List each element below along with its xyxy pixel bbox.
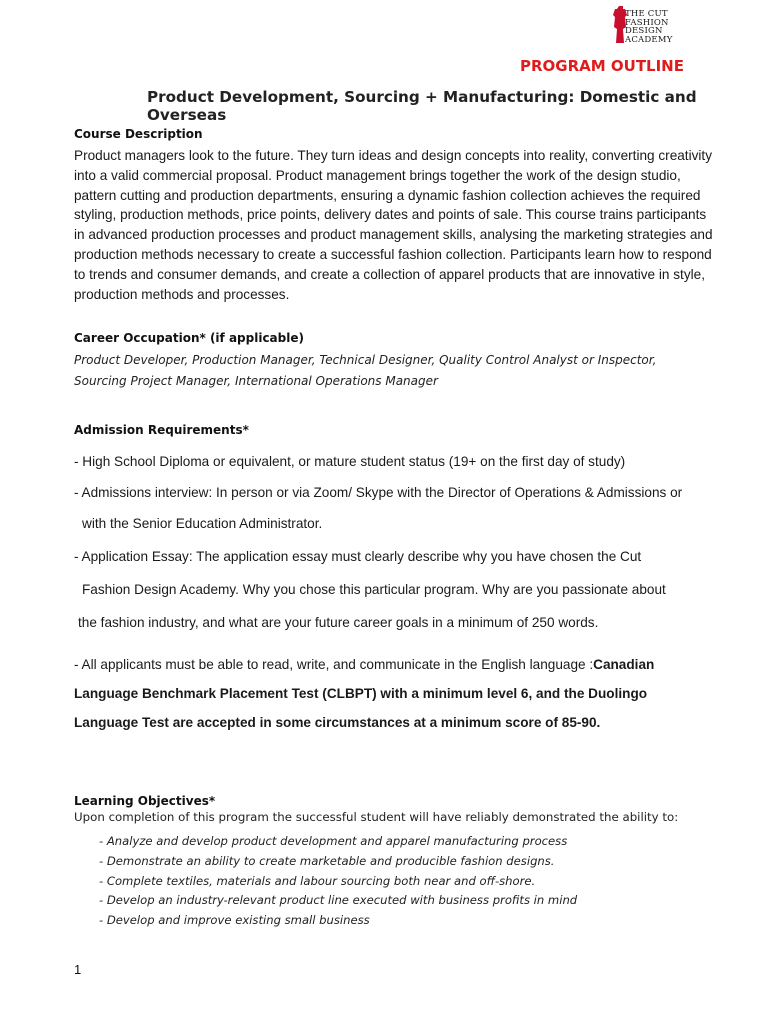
admission-line: Fashion Design Academy. Why you chose this particular program. Why are you passionate about: [82, 582, 666, 597]
language-requirement-bold: Language Benchmark Placement Test (CLBPT) with a minimum level 6, and the Duolingo: [74, 686, 648, 701]
learning-objectives-intro: Upon completion of this program the successful student will have reliably demonstrated the ability to:: [74, 810, 679, 824]
career-occupations: Product Developer, Production Manager, Technical Designer, Quality Control Analyst or Inspector, Sourcing Project Manager, International Operations Manager: [74, 353, 657, 388]
list-item: - Develop and improve existing small business: [99, 913, 370, 928]
admission-line: - Application Essay: The application essay must clearly describe why you have chosen the Cut: [74, 549, 642, 564]
outline-title: PROGRAM OUTLINE: [519, 57, 684, 75]
page-number: 1: [74, 962, 82, 977]
course-description-text: Product managers look to the future. They turn ideas and design concepts into reality, converting creativity into a valid commercial proposal. Product management brings together the work of the design studio, pattern cutting and production departments, ensuring a dynamic fashion collection achieves the required styling, production methods, price points, delivery dates and points of sale. This course trains participants in advanced production processes and product management skills, analysing the marketing strategies and production methods necessary to create a successful fashion collection. Participants learn how to respond to trends and consumer demands, and create a collection of apparel products that are innovative in style, production methods and processes.: [74, 148, 713, 302]
language-requirement-line: [74, 657, 654, 672]
language-requirement-line: [74, 715, 600, 730]
list-item: - Complete textiles, materials and labour sourcing both near and off-shore.: [99, 873, 536, 888]
logo-wordmark: THE CUT FASHION DESIGN ACADEMY: [625, 9, 673, 45]
learning-objectives-list: [99, 832, 577, 931]
language-requirement-line: [74, 686, 647, 701]
course-description-heading: Course Description: [74, 127, 203, 141]
list-item: - Demonstrate an ability to create marketable and producible fashion designs.: [99, 853, 555, 868]
admission-line: - Admissions interview: In person or via Zoom/ Skype with the Director of Operations & Admissions or: [74, 485, 683, 500]
admission-line: the fashion industry, and what are your future career goals in a minimum of 250 words.: [78, 615, 599, 630]
admission-line: with the Senior Education Administrator.: [82, 516, 323, 531]
list-item: - Develop an industry-relevant product line executed with business profits in mind: [99, 893, 578, 908]
career-occupation-heading: Career Occupation* (if applicable): [74, 331, 304, 345]
admission-line: - High School Diploma or equivalent, or mature student status (19+ on the first day of study): [74, 454, 626, 469]
list-item: - Analyze and develop product development and apparel manufacturing process: [99, 834, 568, 848]
program-title: Product Development, Sourcing + Manufacturing: Domestic and Overseas: [147, 88, 697, 124]
admission-requirements-heading: Admission Requirements*: [74, 423, 249, 437]
learning-objectives-heading: Learning Objectives*: [74, 794, 216, 808]
language-requirement-bold: Canadian: [593, 657, 655, 672]
language-requirement-prefix: - All applicants must be able to read, write, and communicate in the English language :: [74, 657, 594, 672]
academy-logo: [613, 4, 683, 50]
language-requirement-bold: Language Test are accepted in some circumstances at a minimum score of 85-90.: [74, 715, 601, 730]
